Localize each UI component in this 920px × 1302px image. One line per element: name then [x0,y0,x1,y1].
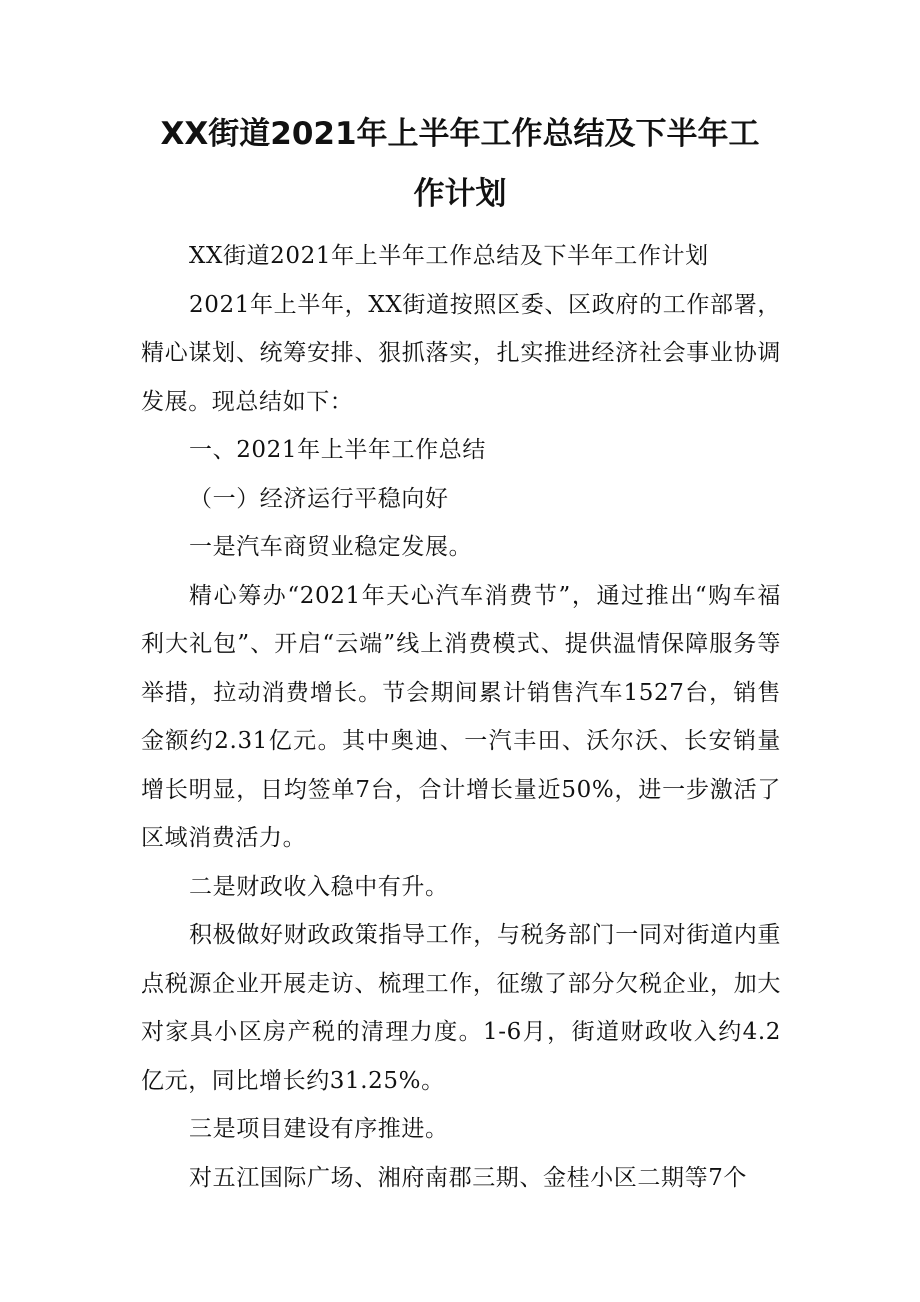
paragraph-auto-trade: 精心筹办“2021年天心汽车消费节”，通过推出“购车福利大礼包”、开启“云端”线上消费模式、提供温情保障服务等举措，拉动消费增长。节会期间累计销售汽车1527台，销售金额约2.31亿元。其中奥迪、一汽丰田、沃尔沃、长安销量增长明显，日均签单7台，合计增长量近50%，进一步激活了区域消费活力。 [141,582,781,851]
document-title-line-1: XX街道2021年上半年工作总结及下半年工 [160,116,760,152]
paragraph-fiscal-revenue: 积极做好财政政策指导工作，与税务部门一同对街道内重点税源企业开展走访、梳理工作，征缴了部分欠税企业，加大对家具小区房产税的清理力度。1-6月，街道财政收入约4.2亿元，同比增长约31.25%。 [141,922,781,1094]
paragraph-project-construction: 对五江国际广场、湘府南郡三期、金桂小区二期等7个 [189,1164,748,1191]
item-heading-fiscal-revenue: 二是财政收入稳中有升。 [189,873,449,900]
subsection-heading-1: （一）经济运行平稳向好 [189,485,449,512]
paragraph-intro: 2021年上半年，XX街道按照区委、区政府的工作部署，精心谋划、统筹安排、狠抓落实，扎实推进经济社会事业协调发展。现总结如下： [141,291,781,415]
paragraph-subtitle: XX街道2021年上半年工作总结及下半年工作计划 [189,243,709,269]
item-heading-auto-trade: 一是汽车商贸业稳定发展。 [189,534,473,560]
item-heading-project-construction: 三是项目建设有序推进。 [189,1116,449,1142]
document-title-line-2: 作计划 [413,176,507,212]
document-body [141,232,781,1202]
section-heading-1: 一、2021年上半年工作总结 [189,437,486,463]
